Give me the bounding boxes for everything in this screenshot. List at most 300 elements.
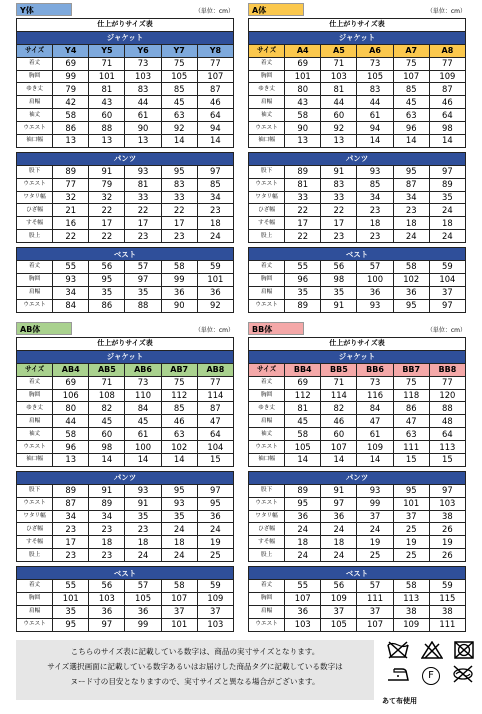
measure-value: 22 xyxy=(321,204,357,217)
measure-label: すそ幅 xyxy=(249,217,285,230)
measure-value: 60 xyxy=(89,428,125,441)
measure-value: 86 xyxy=(89,299,125,312)
section-row xyxy=(249,31,466,44)
size-header-cell: AB5 xyxy=(89,363,125,376)
size-header-cell: Y8 xyxy=(197,44,233,57)
measure-value: 96 xyxy=(53,441,89,454)
measure-value: 97 xyxy=(321,497,357,510)
measure-value: 85 xyxy=(197,178,233,191)
measure-label: 袖口幅 xyxy=(17,135,53,148)
section-row xyxy=(17,248,234,261)
measure-value: 24 xyxy=(393,230,429,243)
measure-value: 59 xyxy=(197,261,233,274)
measure-label: ウエスト xyxy=(249,618,285,631)
measure-label: ゆき丈 xyxy=(249,402,285,415)
table-row xyxy=(17,376,234,389)
measure-value: 64 xyxy=(197,428,233,441)
table-title-row xyxy=(249,338,466,351)
measure-value: 81 xyxy=(89,83,125,96)
size-header-label: サイズ xyxy=(17,363,53,376)
measure-value: 47 xyxy=(357,415,393,428)
measure-value: 101 xyxy=(197,273,233,286)
iron-icon xyxy=(386,666,410,686)
measure-value: 77 xyxy=(53,178,89,191)
measure-label: ウエスト xyxy=(17,497,53,510)
measure-value: 24 xyxy=(321,549,357,562)
table-row xyxy=(249,273,466,286)
measure-value: 105 xyxy=(161,70,197,83)
measure-value: 23 xyxy=(89,549,125,562)
measure-value: 116 xyxy=(357,389,393,402)
size-table xyxy=(248,337,466,632)
size-header-cell: Y5 xyxy=(89,44,125,57)
table-row xyxy=(249,135,466,148)
measure-value: 82 xyxy=(321,402,357,415)
measure-value: 55 xyxy=(53,261,89,274)
measure-value: 23 xyxy=(357,204,393,217)
notice-box xyxy=(16,640,374,700)
measure-value: 38 xyxy=(429,605,465,618)
measure-value: 35 xyxy=(321,286,357,299)
measure-value: 71 xyxy=(89,57,125,70)
measure-label: ワタリ幅 xyxy=(17,510,53,523)
table-row xyxy=(17,441,234,454)
measure-value: 57 xyxy=(125,261,161,274)
measure-value: 97 xyxy=(197,484,233,497)
measure-value: 98 xyxy=(429,122,465,135)
measure-value: 22 xyxy=(161,204,197,217)
no-tumble-dry-icon xyxy=(454,641,474,663)
measure-value: 25 xyxy=(393,549,429,562)
unit-label: （単位：cm） xyxy=(426,327,466,334)
size-header-label: サイズ xyxy=(17,44,53,57)
measure-value: 89 xyxy=(429,178,465,191)
measure-value: 23 xyxy=(393,204,429,217)
table-row xyxy=(249,191,466,204)
measure-value: 95 xyxy=(393,484,429,497)
measure-value: 24 xyxy=(429,230,465,243)
measure-value: 97 xyxy=(89,618,125,631)
table-row xyxy=(17,454,234,467)
table-row xyxy=(249,402,466,415)
measure-value: 36 xyxy=(197,510,233,523)
measure-value: 43 xyxy=(89,96,125,109)
section-row xyxy=(17,31,234,44)
measure-value: 58 xyxy=(161,261,197,274)
measure-value: 13 xyxy=(53,135,89,148)
table-title: 仕上がりサイズ表 xyxy=(249,338,466,351)
measure-value: 17 xyxy=(125,217,161,230)
measure-value: 14 xyxy=(357,135,393,148)
size-table xyxy=(248,18,466,313)
measure-label: すそ幅 xyxy=(17,217,53,230)
measure-value: 14 xyxy=(161,454,197,467)
size-table xyxy=(16,337,234,632)
measure-value: 18 xyxy=(357,217,393,230)
section-title-vest: ベスト xyxy=(17,248,234,261)
measure-value: 36 xyxy=(321,510,357,523)
measure-value: 104 xyxy=(429,273,465,286)
measure-value: 24 xyxy=(285,549,321,562)
measure-value: 23 xyxy=(89,523,125,536)
table-row xyxy=(249,510,466,523)
table-row xyxy=(249,580,466,593)
measure-value: 14 xyxy=(321,454,357,467)
measure-value: 38 xyxy=(429,510,465,523)
table-row xyxy=(17,122,234,135)
table-row xyxy=(249,165,466,178)
table-row xyxy=(249,605,466,618)
table-row xyxy=(17,592,234,605)
measure-value: 93 xyxy=(357,165,393,178)
unit-label: （単位：cm） xyxy=(426,8,466,15)
measure-value: 47 xyxy=(393,415,429,428)
measure-label: ウエスト xyxy=(249,497,285,510)
measure-value: 103 xyxy=(197,618,233,631)
measure-value: 58 xyxy=(53,428,89,441)
measure-value: 55 xyxy=(285,580,321,593)
measure-value: 83 xyxy=(321,178,357,191)
table-row xyxy=(17,57,234,70)
measure-value: 86 xyxy=(53,122,89,135)
measure-value: 95 xyxy=(197,497,233,510)
measure-value: 24 xyxy=(125,549,161,562)
measure-value: 87 xyxy=(53,497,89,510)
measure-value: 21 xyxy=(53,204,89,217)
measure-value: 97 xyxy=(429,165,465,178)
size-header-cell: Y7 xyxy=(161,44,197,57)
measure-value: 14 xyxy=(393,135,429,148)
measure-label: ゆき丈 xyxy=(249,83,285,96)
measure-value: 15 xyxy=(393,454,429,467)
table-row xyxy=(17,618,234,631)
measure-value: 48 xyxy=(429,415,465,428)
measure-value: 24 xyxy=(285,523,321,536)
measure-value: 97 xyxy=(125,273,161,286)
measure-value: 22 xyxy=(125,204,161,217)
table-row xyxy=(249,549,466,562)
measure-value: 18 xyxy=(285,536,321,549)
measure-value: 84 xyxy=(357,402,393,415)
measure-value: 60 xyxy=(321,109,357,122)
measure-value: 45 xyxy=(161,96,197,109)
measure-label: ウエスト xyxy=(17,441,53,454)
unit-label: （単位：cm） xyxy=(194,8,234,15)
measure-value: 88 xyxy=(125,299,161,312)
table-row xyxy=(17,178,234,191)
measure-value: 35 xyxy=(125,510,161,523)
measure-value: 90 xyxy=(125,122,161,135)
measure-value: 103 xyxy=(285,618,321,631)
measure-value: 93 xyxy=(357,299,393,312)
section-title-jacket: ジャケット xyxy=(17,31,234,44)
measure-value: 87 xyxy=(197,402,233,415)
measure-value: 34 xyxy=(197,191,233,204)
measure-value: 61 xyxy=(357,428,393,441)
measure-label: ひざ幅 xyxy=(249,204,285,217)
section-title-pants: パンツ xyxy=(249,471,466,484)
measure-label: 着丈 xyxy=(249,376,285,389)
table-row xyxy=(249,299,466,312)
measure-value: 100 xyxy=(125,441,161,454)
measure-value: 75 xyxy=(393,376,429,389)
table-row xyxy=(249,230,466,243)
measure-label: 胸囲 xyxy=(249,389,285,402)
size-panel-a xyxy=(248,3,466,313)
size-panel-bb xyxy=(248,322,466,632)
measure-value: 103 xyxy=(125,70,161,83)
measure-value: 42 xyxy=(53,96,89,109)
table-row xyxy=(17,70,234,83)
measure-value: 105 xyxy=(321,618,357,631)
measure-value: 60 xyxy=(321,428,357,441)
measure-value: 56 xyxy=(321,580,357,593)
measure-value: 61 xyxy=(125,428,161,441)
no-wring-icon xyxy=(452,665,474,687)
size-header-cell: AB6 xyxy=(125,363,161,376)
measure-value: 112 xyxy=(285,389,321,402)
size-header-cell: A8 xyxy=(429,44,465,57)
measure-label: 袖口幅 xyxy=(17,454,53,467)
measure-value: 24 xyxy=(197,230,233,243)
table-row xyxy=(17,536,234,549)
measure-value: 69 xyxy=(285,57,321,70)
measure-label: ウエスト xyxy=(249,441,285,454)
measure-value: 25 xyxy=(197,549,233,562)
measure-value: 63 xyxy=(161,109,197,122)
section-title-jacket: ジャケット xyxy=(17,350,234,363)
size-header-cell: BB6 xyxy=(357,363,393,376)
measure-value: 85 xyxy=(357,178,393,191)
measure-value: 61 xyxy=(357,109,393,122)
measure-value: 92 xyxy=(197,299,233,312)
table-title: 仕上がりサイズ表 xyxy=(17,338,234,351)
size-header-cell: BB5 xyxy=(321,363,357,376)
measure-value: 95 xyxy=(89,273,125,286)
measure-value: 80 xyxy=(285,83,321,96)
table-row xyxy=(17,299,234,312)
measure-value: 45 xyxy=(89,415,125,428)
measure-value: 37 xyxy=(429,286,465,299)
measure-value: 37 xyxy=(357,605,393,618)
measure-value: 33 xyxy=(161,191,197,204)
measure-value: 58 xyxy=(161,580,197,593)
size-header-cell: A4 xyxy=(285,44,321,57)
measure-label: 着丈 xyxy=(17,376,53,389)
measure-value: 100 xyxy=(357,273,393,286)
measure-value: 15 xyxy=(197,454,233,467)
measure-value: 34 xyxy=(53,286,89,299)
measure-value: 97 xyxy=(429,299,465,312)
measure-value: 22 xyxy=(89,230,125,243)
size-header-cell: A6 xyxy=(357,44,393,57)
measure-value: 13 xyxy=(285,135,321,148)
table-title-row xyxy=(17,19,234,32)
measure-value: 36 xyxy=(197,286,233,299)
measure-value: 73 xyxy=(357,376,393,389)
measure-value: 35 xyxy=(89,286,125,299)
measure-value: 14 xyxy=(285,454,321,467)
measure-value: 36 xyxy=(393,286,429,299)
measure-value: 35 xyxy=(125,286,161,299)
measure-label: 袖口幅 xyxy=(249,454,285,467)
measure-value: 22 xyxy=(285,230,321,243)
measure-label: ウエスト xyxy=(249,122,285,135)
measure-value: 92 xyxy=(161,122,197,135)
table-row xyxy=(17,549,234,562)
measure-value: 25 xyxy=(357,549,393,562)
measure-label: 袖丈 xyxy=(17,428,53,441)
measure-value: 23 xyxy=(161,230,197,243)
notice-line: こちらのサイズ表に記載している数字は、商品の実寸サイズとなります。 xyxy=(70,647,320,656)
measure-label: 着丈 xyxy=(17,580,53,593)
measure-value: 102 xyxy=(393,273,429,286)
measure-value: 73 xyxy=(125,57,161,70)
section-row xyxy=(17,471,234,484)
measure-value: 14 xyxy=(357,454,393,467)
measure-value: 59 xyxy=(429,580,465,593)
table-row xyxy=(17,204,234,217)
measure-value: 97 xyxy=(429,484,465,497)
measure-value: 57 xyxy=(125,580,161,593)
measure-value: 36 xyxy=(285,605,321,618)
measure-label: 肩幅 xyxy=(17,286,53,299)
measure-label: ウエスト xyxy=(17,122,53,135)
measure-value: 18 xyxy=(125,536,161,549)
measure-value: 23 xyxy=(197,204,233,217)
table-row xyxy=(17,497,234,510)
measure-value: 107 xyxy=(357,618,393,631)
measure-value: 18 xyxy=(161,536,197,549)
table-row xyxy=(249,178,466,191)
measure-label: すそ幅 xyxy=(17,536,53,549)
size-panel-ab xyxy=(16,322,234,632)
measure-value: 105 xyxy=(125,592,161,605)
measure-label: 股上 xyxy=(249,549,285,562)
measure-label: 袖丈 xyxy=(17,109,53,122)
measure-label: 肩幅 xyxy=(17,605,53,618)
measure-value: 60 xyxy=(89,109,125,122)
table-row xyxy=(249,109,466,122)
measure-label: ひざ幅 xyxy=(17,523,53,536)
table-row xyxy=(249,70,466,83)
measure-value: 93 xyxy=(125,484,161,497)
measure-label: 着丈 xyxy=(249,57,285,70)
size-header-cell: AB8 xyxy=(197,363,233,376)
notice-line: ヌード寸の目安となりますので、実寸サイズと異なる場合がございます。 xyxy=(70,677,320,686)
measure-value: 94 xyxy=(197,122,233,135)
measure-value: 58 xyxy=(285,428,321,441)
measure-value: 87 xyxy=(197,83,233,96)
measure-value: 81 xyxy=(285,178,321,191)
measure-value: 77 xyxy=(197,57,233,70)
no-bleach-icon xyxy=(421,641,443,663)
measure-value: 84 xyxy=(125,402,161,415)
measure-value: 58 xyxy=(285,109,321,122)
measure-value: 107 xyxy=(197,70,233,83)
measure-value: 18 xyxy=(429,217,465,230)
measure-value: 110 xyxy=(125,389,161,402)
table-row xyxy=(17,191,234,204)
measure-value: 91 xyxy=(321,484,357,497)
measure-value: 105 xyxy=(285,441,321,454)
measure-value: 44 xyxy=(125,96,161,109)
measure-value: 95 xyxy=(393,299,429,312)
measure-label: 胸囲 xyxy=(17,389,53,402)
section-row xyxy=(249,350,466,363)
measure-value: 57 xyxy=(357,580,393,593)
measure-value: 23 xyxy=(53,549,89,562)
body-type-tag: A体 xyxy=(248,3,304,16)
measure-value: 120 xyxy=(429,389,465,402)
table-row xyxy=(249,57,466,70)
measure-value: 82 xyxy=(89,402,125,415)
measure-value: 93 xyxy=(53,273,89,286)
measure-value: 35 xyxy=(161,510,197,523)
measure-value: 19 xyxy=(393,536,429,549)
measure-value: 22 xyxy=(89,204,125,217)
measure-value: 36 xyxy=(161,286,197,299)
measure-value: 34 xyxy=(393,191,429,204)
measure-value: 88 xyxy=(429,402,465,415)
section-row xyxy=(17,152,234,165)
measure-label: 胸囲 xyxy=(17,70,53,83)
table-row xyxy=(249,217,466,230)
measure-value: 37 xyxy=(321,605,357,618)
size-header-cell: Y6 xyxy=(125,44,161,57)
measure-value: 109 xyxy=(321,592,357,605)
measure-value: 44 xyxy=(53,415,89,428)
measure-value: 33 xyxy=(125,191,161,204)
measure-value: 107 xyxy=(393,70,429,83)
measure-value: 44 xyxy=(357,96,393,109)
measure-value: 111 xyxy=(393,441,429,454)
measure-value: 85 xyxy=(161,402,197,415)
size-header-cell: BB8 xyxy=(429,363,465,376)
measure-value: 58 xyxy=(393,580,429,593)
table-row xyxy=(249,286,466,299)
measure-value: 77 xyxy=(197,376,233,389)
measure-value: 36 xyxy=(89,605,125,618)
measure-value: 105 xyxy=(357,70,393,83)
measure-label: 股下 xyxy=(17,484,53,497)
measure-value: 23 xyxy=(125,230,161,243)
measure-value: 64 xyxy=(429,109,465,122)
measure-value: 14 xyxy=(197,135,233,148)
unit-label: （単位：cm） xyxy=(194,327,234,334)
table-row xyxy=(249,415,466,428)
measure-label: 肩幅 xyxy=(17,96,53,109)
measure-value: 101 xyxy=(285,70,321,83)
size-header-cell: A5 xyxy=(321,44,357,57)
measure-value: 59 xyxy=(197,580,233,593)
table-row xyxy=(249,592,466,605)
measure-value: 101 xyxy=(89,70,125,83)
measure-value: 19 xyxy=(429,536,465,549)
measure-value: 13 xyxy=(125,135,161,148)
section-row xyxy=(249,567,466,580)
care-symbols xyxy=(380,640,480,706)
measure-label: 股下 xyxy=(249,165,285,178)
table-row xyxy=(249,441,466,454)
measure-value: 56 xyxy=(89,261,125,274)
section-row xyxy=(249,248,466,261)
measure-value: 23 xyxy=(357,230,393,243)
measure-value: 91 xyxy=(89,165,125,178)
measure-value: 15 xyxy=(429,454,465,467)
measure-value: 87 xyxy=(393,178,429,191)
measure-value: 75 xyxy=(161,57,197,70)
